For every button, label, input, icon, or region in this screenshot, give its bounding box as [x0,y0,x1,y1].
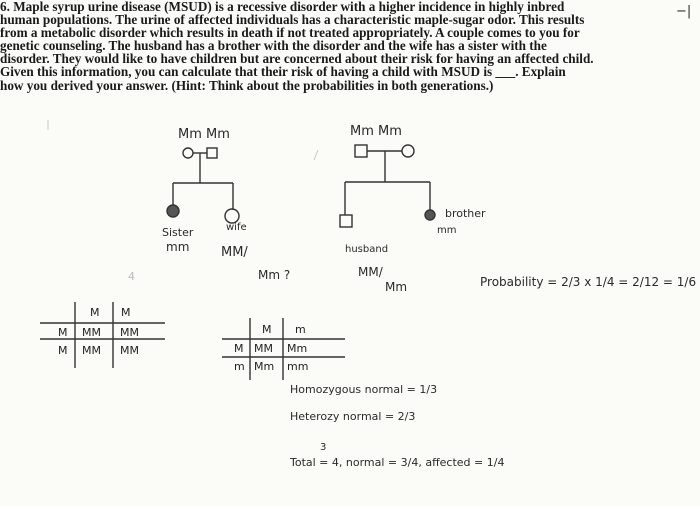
question-line: from a metabolic disorder which results in death if not treated appropriately. A couple comes to you for [0,25,580,41]
punnett-left-cell: MM [82,326,101,339]
brother-label: brother [445,207,486,220]
wife-genotype: MM/ [221,245,248,260]
punnett-right-header: m [295,323,306,336]
punnett-right-cell: mm [287,360,309,373]
left-father-symbol [207,148,217,158]
corner-mark: −| [676,4,692,19]
punnett-left-cell: MM [120,344,139,357]
right-mother-symbol [402,145,414,157]
question-line: 6. Maple syrup urine disease (MSUD) is a recessive disorder with a higher incidence in highly inbred [0,0,565,14]
probability-calculation: Probability = 2/3 x 1/4 = 2/12 = 1/6 [480,275,697,289]
punnett-left-header: M [121,306,131,319]
wife-label: wife [226,222,247,233]
punnett-right-cell: Mm [287,342,308,355]
sister-genotype: mm [166,240,190,254]
total-note: Total = 4, normal = 3/4, affected = 1/4 [290,456,505,469]
punnett-left-row-label: M [58,326,68,339]
left-mother-symbol [183,148,193,158]
right-parents-genotype: Mm Mm [350,124,402,139]
sister-label: Sister [162,226,194,239]
wife-symbol [225,209,239,223]
right-father-symbol [355,145,367,157]
homozygous-note: Homozygous normal = 1/3 [290,383,438,396]
husband-symbol [340,215,352,227]
faint-mark [314,150,318,160]
punnett-right-row-label: m [234,360,245,373]
brother-symbol [425,210,435,220]
heterozygous-note: Heterozy normal = 2/3 [290,410,416,423]
punnett-left-header: M [90,306,100,319]
punnett-left-cell: MM [120,326,139,339]
question-line: genetic counseling. The husband has a brother with the disorder and the wife has a sister with the [0,38,547,54]
margin-number: 4 [128,270,135,283]
question-line: disorder. They would like to have children but are concerned about their risk for having an affected child. [0,51,594,67]
sister-symbol [167,205,179,217]
punnett-left-row-label: M [58,344,68,357]
husband-genotype: MM/ [358,265,383,279]
punnett-left-cell: MM [82,344,101,357]
punnett-right-cell: MM [254,342,273,355]
left-parents-genotype: Mm Mm [178,127,230,142]
note-three: 3 [320,442,327,453]
husband-label: husband [345,244,389,255]
punnett-right-row-label: M [234,342,244,355]
question-line: human populations. The urine of affected individuals has a characteristic maple-sugar odor. This results [0,12,585,28]
punnett-right-cell: Mm [254,360,275,373]
wife-alt-genotype: Mm ? [258,268,291,282]
question-line: Given this information, you can calculate that their risk of having a child with MSUD is ___. Explain [0,64,566,80]
brother-genotype: mm [437,225,457,236]
question-line: how you derived your answer. (Hint: Think about the probabilities in both generations.) [0,77,494,93]
husband-alt-genotype: Mm [385,280,408,294]
punnett-right-header: M [262,323,272,336]
